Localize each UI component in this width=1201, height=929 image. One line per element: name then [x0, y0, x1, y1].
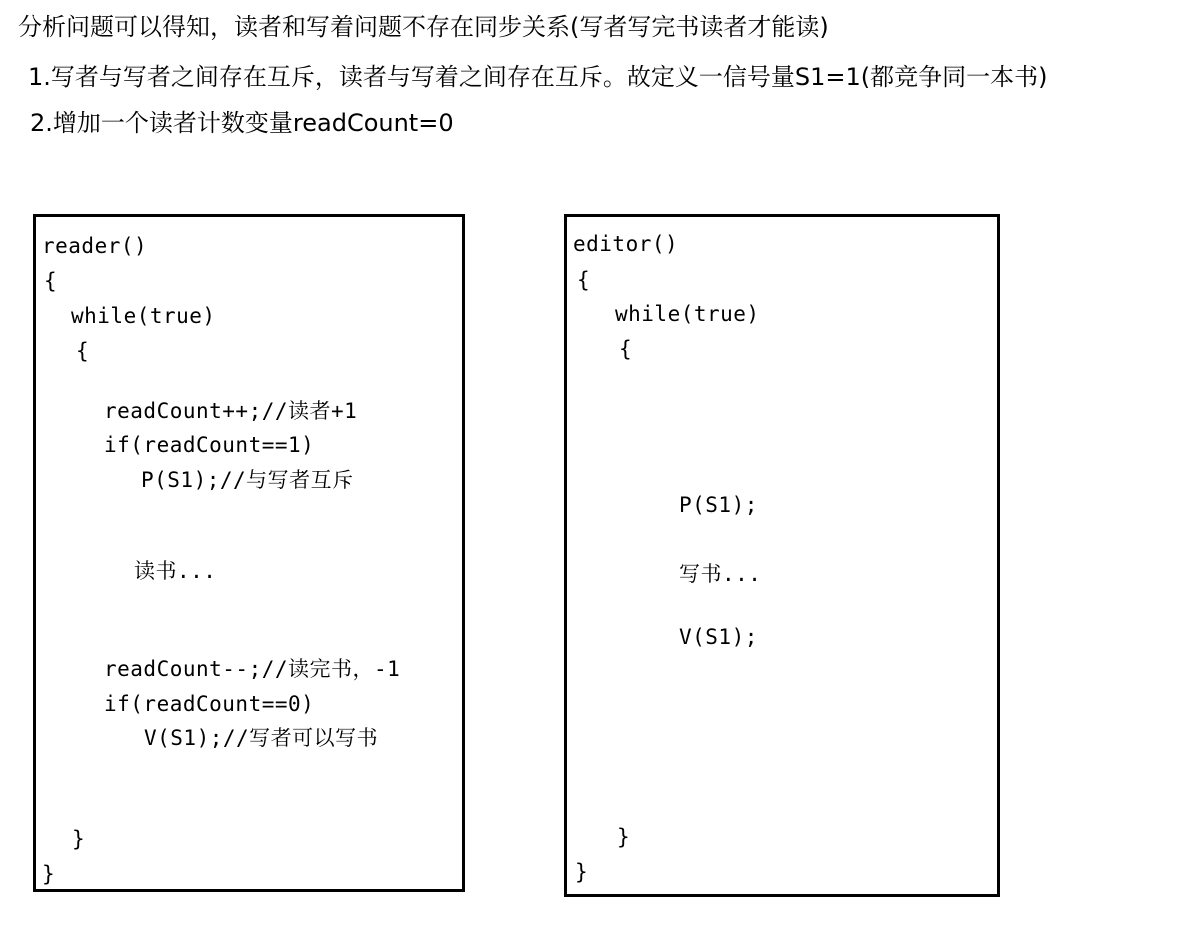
- intro-title: 分析问题可以得知，读者和写着问题不存在同步关系(写者写完书读者才能读): [18, 13, 829, 41]
- reader-if-first-line: if(readCount==1): [104, 433, 315, 457]
- reader-read-book-line: 读书...: [134, 559, 217, 583]
- reader-open-brace: {: [44, 269, 58, 293]
- reader-loop-open-brace: {: [76, 339, 90, 363]
- reader-decrement-line: readCount--;//读完书，-1: [104, 657, 401, 681]
- intro-point-counter: 2.增加一个读者计数变量readCount=0: [30, 109, 454, 137]
- editor-v-operation-line: V(S1);: [679, 625, 758, 649]
- reader-p-operation-line: P(S1);//与写者互斥: [141, 468, 354, 492]
- editor-loop-close-brace: }: [617, 825, 631, 849]
- reader-v-operation-line: V(S1);//写者可以写书: [144, 726, 379, 750]
- editor-signature: editor(): [573, 232, 679, 256]
- reader-close-brace: }: [42, 862, 56, 886]
- reader-loop-close-brace: }: [72, 827, 86, 851]
- editor-write-book-line: 写书...: [679, 562, 762, 586]
- editor-code-box: [564, 214, 1000, 897]
- reader-if-last-line: if(readCount==0): [104, 692, 315, 716]
- editor-loop-open-brace: {: [619, 337, 633, 361]
- reader-signature: reader(): [42, 234, 148, 258]
- editor-close-brace: }: [575, 860, 589, 884]
- editor-open-brace: {: [577, 268, 591, 292]
- reader-code-box: [33, 214, 465, 892]
- reader-while-loop: while(true): [71, 304, 216, 328]
- editor-p-operation-line: P(S1);: [679, 493, 758, 517]
- intro-point-mutex: 1.写者与写者之间存在互斥，读者与写着之间存在互斥。故定义一信号量S1=1(都竞争同一本书): [28, 63, 1048, 91]
- editor-while-loop: while(true): [615, 302, 760, 326]
- reader-increment-line: readCount++;//读者+1: [104, 399, 358, 423]
